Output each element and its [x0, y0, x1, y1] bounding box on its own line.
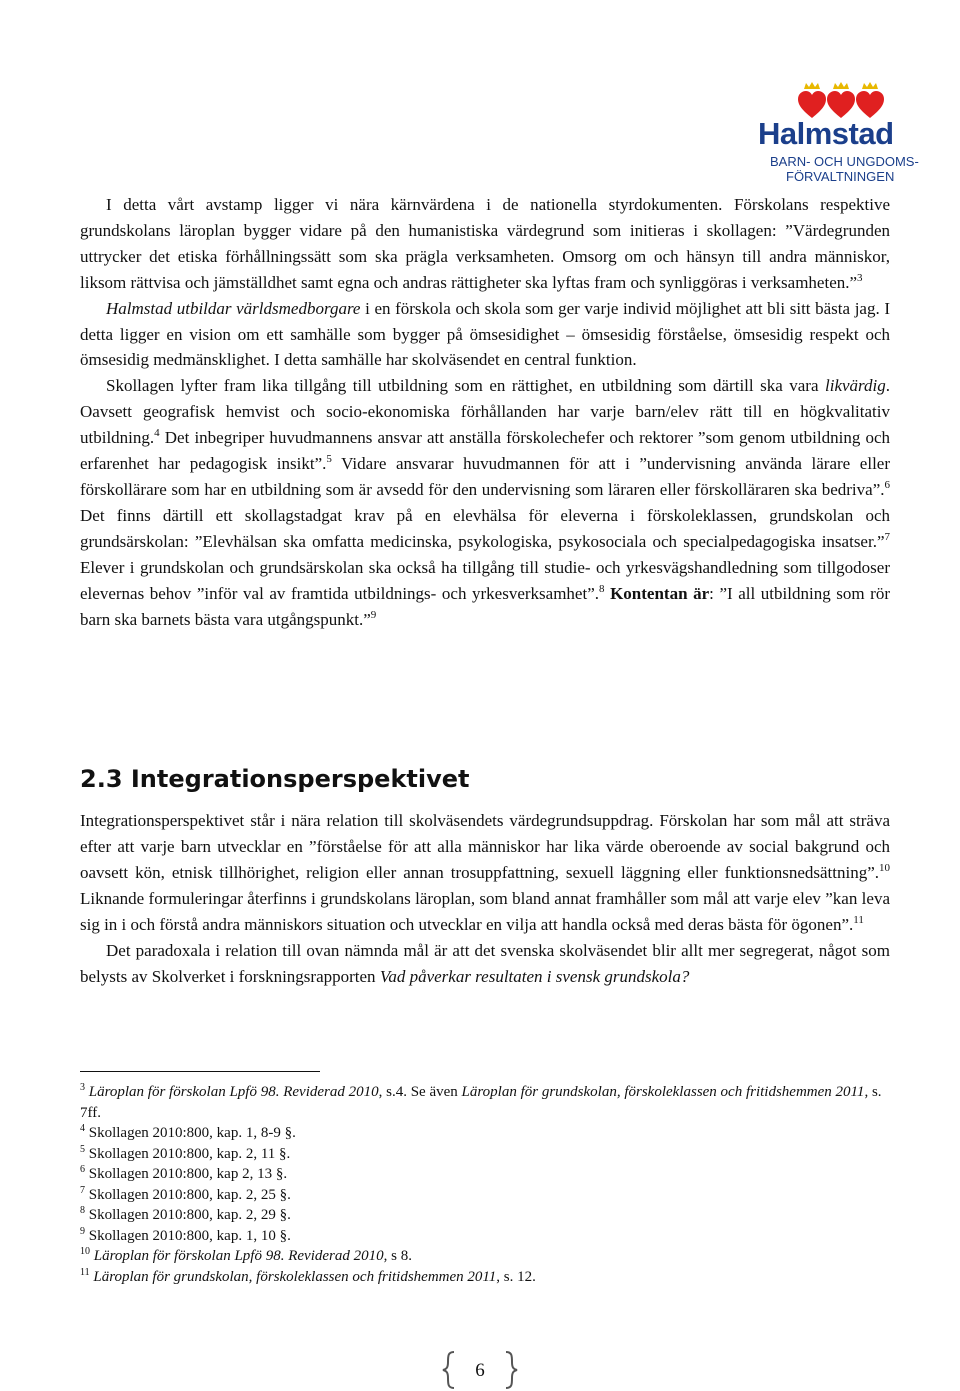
logo-department-line-1: BARN- OCH UNGDOMS- — [770, 154, 919, 169]
footnote-9: $^9$ Skollagen 2010:800, kap. 1, 10 §. — [80, 1225, 291, 1244]
section-paragraph-2: Det paradoxala i relation till ovan nämnda mål är att det svenska skolväsendet blir allt mer segregerat, något som belysts av Skolverket i forskningsrapporten Vad påverkar resultaten i svensk grundskola? — [80, 941, 890, 986]
halmstad-logo — [740, 80, 920, 184]
footnote-5: $^5$ Skollagen 2010:800, kap. 2, 11 §. — [80, 1143, 291, 1162]
page-number-box — [440, 1350, 520, 1390]
paragraph-1: I detta vårt avstamp ligger vi nära kärnvärdena i de nationella styrdokumenten. Förskolans respektive grundskolans läroplan bygger vidare på den humanistiska värdegrund som initieras i skollagen: ”Värdegrunden uttrycker det etiska förhållningssätt som ska prägla verksamheten. Omsorg om och hänsyn till andra människor, liksom rättvisa och jämställdhet samt egna och andras rättigheter ska lyftas fram och synliggöras i verksamheten.”$^3$ — [80, 195, 890, 292]
footnote-ref[interactable]: 10 — [879, 862, 890, 874]
footnote-ref[interactable]: 8 — [599, 582, 605, 595]
footnote-ref[interactable]: 9 — [370, 608, 377, 621]
footnote-11: $^{11}$ Läroplan för grundskolan, förskoleklassen och fritidshemmen 2011, s. 12. — [80, 1266, 536, 1285]
footnote-8: $^8$ Skollagen 2010:800, kap. 2, 29 §. — [80, 1205, 291, 1223]
footnote-ref[interactable]: 4 — [154, 427, 160, 440]
body-text — [80, 192, 890, 632]
footnote-6: $^6$ Skollagen 2010:800, kap 2, 13 §. — [80, 1164, 288, 1182]
hearts-crowns-icon — [798, 80, 888, 120]
section-paragraph-1: Integrationsperspektivet står i nära relation till skolväsendets värdegrundsuppdrag. Förskolan har som mål att sträva efter att varje barn utvecklar en ”förståelse för att alla människor har lika värde oberoende av social bakgrund och oavsett kön, etnisk tillhörighet, religion eller annan trosuppfattning, sexuell läggning eller funktionsnedsättning”.$^{10}$ Liknande formuleringar återfinns i grundskolans läroplan, som bland annat framhåller som mål att varje elev ”kan leva sig in i och förstå andra människors situation och utvecklar en vilja att handla också med deras bästa för ögonen”.$^{11}$ — [80, 811, 890, 934]
logo-department-line-2: FÖRVALTNINGEN — [786, 169, 895, 184]
footnotes — [80, 1082, 890, 1287]
page-number: 6 — [475, 1360, 485, 1381]
paragraph-2: Halmstad utbildar världsmedborgare i en förskola och skola som ger varje individ möjlighet att bli sitt bästa jag. I detta ligger en vision om ett samhälle som bygger på ömsesidighet – ömsesidig förståelse, ömsesidig respekt och ömsesidig medmänsklighet. I detta samhälle har skolväsendet en central funktion. — [80, 298, 890, 370]
footnote-ref[interactable]: 6 — [884, 478, 890, 491]
paragraph-3: Skollagen lyfter fram lika tillgång till utbildning som en rättighet, en utbildning som därtill ska vara likvärdig. Oavsett geografisk hemvist och socio-ekonomiska förhållanden har varje barn/elev rätt till en högkvalitativ utbildning.$^4$ Det inbegriper huvudmannens ansvar att anställa förskolechefer och rektorer ”som genom utbildning och erfarenhet har pedagogisk insikt”.$^5$ Vidare ansvarar huvudmannen för att i ”undervisning använda lärare eller förskollärare som har en utbildning som är avsedd för den undervisning som läraren eller förskolläraren ska bedriva”.$^6$ Det finns därtill ett skollagstadgat krav på en elevhälsa för eleverna i förskoleklassen, grundskolan och grundsärskolan: ”Elevhälsan ska omfatta medicinska, psykologiska, psykosociala och specialpedagogiska insatser.”$^7$ Elever i grundskolan och grundsärskolan ska också ha tillgång till studie- och yrkesvägshandledning som tillgodoser elevernas behov ”inför val av framtida utbildnings- och yrkesverksamhet”.$^8$ Kontentan är: ”I all utbildning som rör barn ska barnets bästa vara utgångspunkt.”$^9$ — [80, 376, 891, 629]
footnote-ref[interactable]: 7 — [884, 530, 890, 543]
footnote-ref[interactable]: 11 — [853, 914, 864, 926]
footnote-ref[interactable]: 5 — [326, 453, 332, 466]
footnote-7: $^7$ Skollagen 2010:800, kap. 2, 25 §. — [80, 1184, 291, 1203]
section-heading: 2.3 Integrationsperspektivet — [80, 765, 470, 793]
footnote-10: $^{10}$ Läroplan för förskolan Lpfö 98. Reviderad 2010, s 8. — [80, 1246, 412, 1264]
footnote-4: $^4$ Skollagen 2010:800, kap. 1, 8-9 §. — [80, 1123, 296, 1141]
footnote-separator — [80, 1071, 320, 1072]
footnote-3: $^3$ Läroplan för förskolan Lpfö 98. Reviderad 2010, s.4. Se även Läroplan för grundskolan, förskoleklassen och fritidshemmen 2011, s. 7ff. — [80, 1082, 882, 1121]
footnote-ref[interactable]: 3 — [857, 271, 863, 284]
logo-city-name: Halmstad — [758, 116, 894, 151]
section-text — [80, 808, 890, 990]
